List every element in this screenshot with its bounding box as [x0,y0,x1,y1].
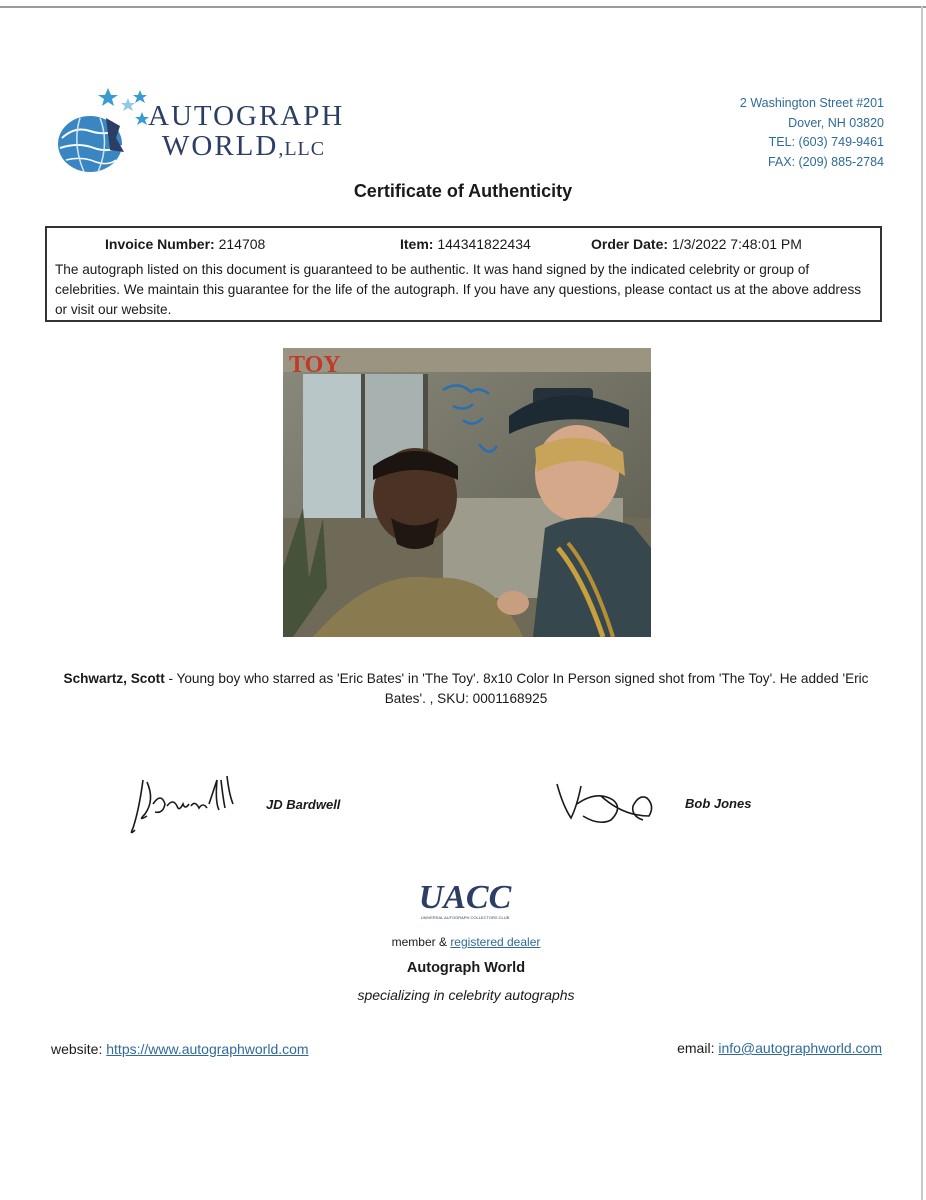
invoice-number [105,236,265,252]
autographed-photo [283,348,651,637]
guarantee-text: The autograph listed on this document is guaranteed to be authentic. It was hand signed by the indicated celebrity or group of celebrities. We maintain this guarantee for the life of the autograph. If you have any questions, please contact us at the above address or visit our website. [55,262,862,317]
celebrity-name: Schwartz, Scott [63,671,165,686]
company-logo [50,64,380,174]
invoice-box [45,226,882,322]
photo-movie-title: TOY [289,352,341,378]
website-label: website: [51,1041,103,1057]
logo-text-autograph: AUTOGRAPH [148,100,345,132]
jd-bardwell-signature [125,770,245,840]
order-date [591,236,802,252]
certificate-title: Certificate of Authenticity [353,181,573,201]
bob-jones-signature [553,776,663,836]
address-city: Dover, NH 03820 [788,115,884,130]
invoice-number-label: Invoice Number: [105,236,215,252]
signer-left-name: JD Bardwell [266,797,341,812]
address-fax: FAX: (209) 885-2784 [767,154,884,169]
member-line [0,935,926,949]
member-prefix: member & [391,935,451,949]
order-date-value: 1/3/2022 7:48:01 PM [671,236,802,252]
company-address [740,94,884,172]
photo-scene [283,348,651,637]
registered-dealer-link[interactable]: registered dealer [450,935,541,949]
email-line [677,1040,882,1056]
email-link[interactable]: info@autographworld.com [718,1040,882,1056]
item-number [400,236,531,252]
uacc-logo [405,878,525,922]
website-line [51,1041,309,1057]
logo-text-world-main: WORLD [162,130,279,162]
order-date-label: Order Date: [591,236,669,252]
address-street: 2 Washington Street #201 [739,96,884,110]
uacc-logo-text: UACC [418,879,512,916]
globe-stars-icon [50,86,150,176]
address-tel: TEL: (603) 749-9461 [768,135,884,149]
company-name: Autograph World [406,960,526,976]
top-border [0,6,926,8]
logo-text-llc: ,LLC [278,138,326,160]
invoice-number-value: 214708 [218,236,266,252]
logo-text-world [162,130,325,163]
item-number-value: 144341822434 [437,236,531,252]
signer-right-name: Bob Jones [685,796,752,811]
description-text: - Young boy who starred as 'Eric Bates' in 'The Toy'. 8x10 Color In Person signed shot from 'The Toy'. He added 'Eric Bates'. , SKU: 0001168925 [164,671,869,706]
item-description [60,669,872,709]
email-label: email: [677,1040,715,1056]
item-number-label: Item: [400,236,434,252]
website-link[interactable]: https://www.autographworld.com [106,1041,309,1057]
company-tagline: specializing in celebrity autographs [357,987,575,1003]
uacc-fine-print: UNIVERSAL AUTOGRAPH COLLECTORS CLUB [420,915,510,920]
